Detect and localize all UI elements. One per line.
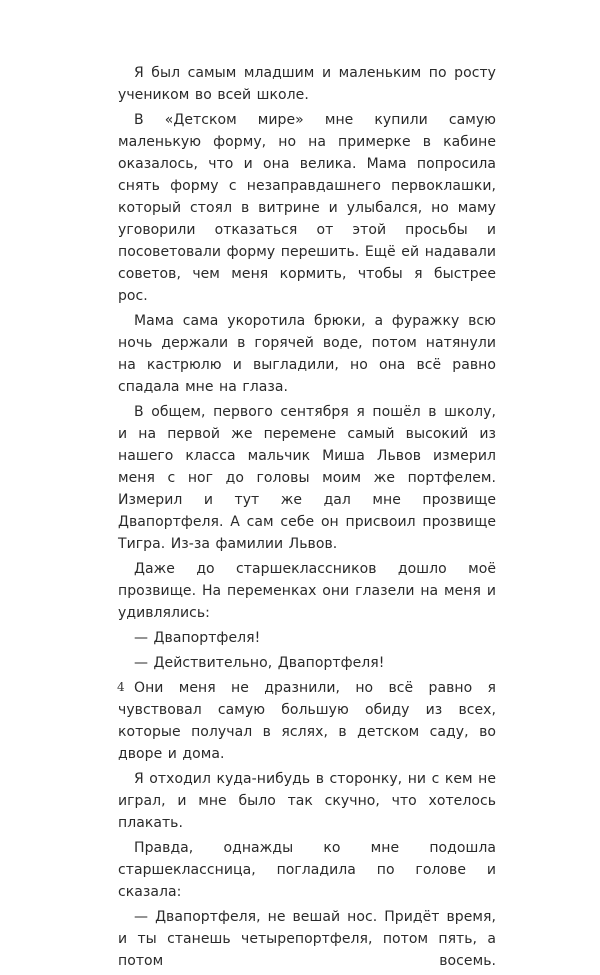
paragraph-2: В «Детском мире» мне купили самую маленькую форму, но на примерке в кабине оказалось, что и она велика. Мама попросила снять форму с незаправдашнего первоклашки, который стоял в витрине и улыбался, но маму уговорили отказаться от этой просьбы и посоветовали форму перешить. Ещё ей надавали советов, чем меня кормить, чтобы я быстрее рос. xyxy=(118,112,496,304)
paragraph-1: Я был самым младшим и маленьким по росту учеником во всей школе. xyxy=(118,65,496,103)
paragraph-5: Даже до старшеклассников дошло моё прозвище. На переменках они глазели на меня и удивлялись: xyxy=(118,561,496,621)
dialogue-line-3: — Двапортфеля, не вешай нос. Придёт время, и ты станешь четырепортфеля, потом пять, а потом восемь. xyxy=(118,909,496,969)
paragraph-4: В общем, первого сентября я пошёл в школу, и на первой же перемене самый высокий из нашего класса мальчик Миша Львов измерил меня с ног до головы моим же портфелем. Измерил и тут же дал мне прозвище Двапортфеля. А сам себе он присвоил прозвище Тигра. Из-за фамилии Львов. xyxy=(118,404,496,552)
body-text xyxy=(118,62,496,975)
dialogue-line-2: — Действительно, Двапортфеля! xyxy=(134,655,385,671)
dialogue-line-1: — Двапортфеля! xyxy=(134,630,261,646)
paragraph-8: Правда, однажды ко мне подошла старшеклассница, погладила по голове и сказала: xyxy=(118,840,496,900)
paragraph-6: Они меня не дразнили, но всё равно я чувствовал самую большую обиду из всех, которые получал в яслях, в детском саду, во дворе и дома. xyxy=(118,680,496,762)
page-number: 4 xyxy=(117,680,125,694)
paragraph-3: Мама сама укоротила брюки, а фуражку всю ночь держали в горячей воде, потом натянули на кастрюлю и выгладили, но она всё равно спадала мне на глаза. xyxy=(118,313,496,395)
paragraph-7: Я отходил куда-нибудь в сторонку, ни с кем не играл, и мне было так скучно, что хотелось плакать. xyxy=(118,771,496,831)
